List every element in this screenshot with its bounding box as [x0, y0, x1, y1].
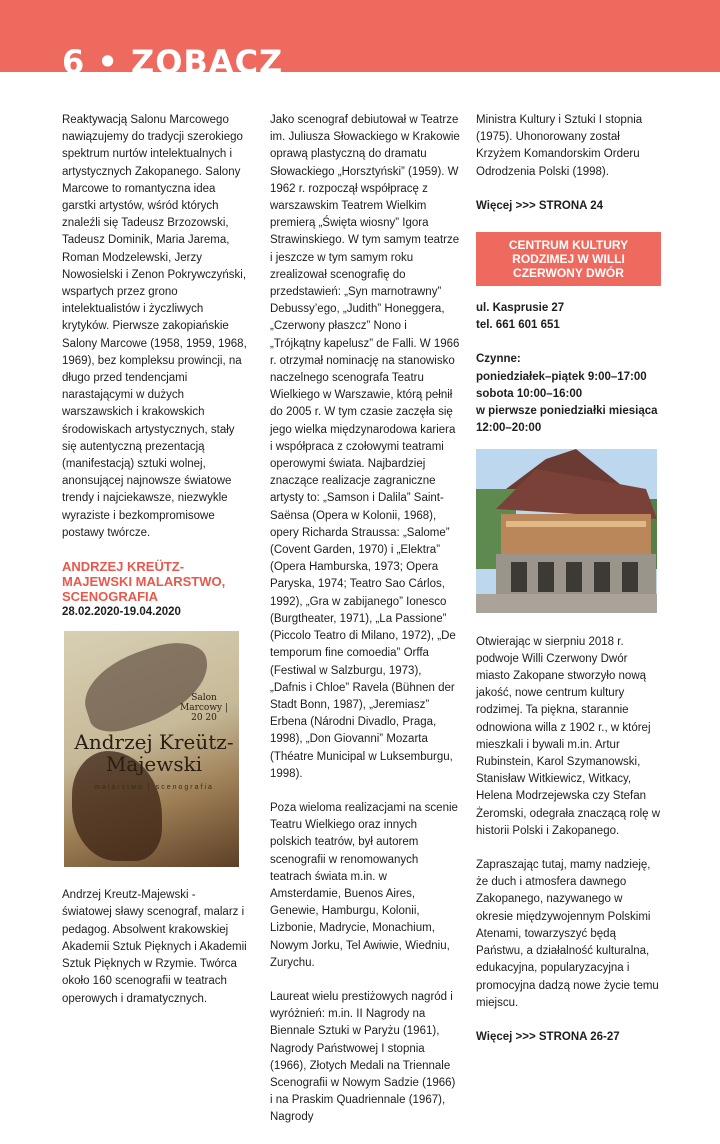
career-text: Jako scenograf debiutował w Teatrze im. Juliusza Słowackiego w Krakowie oprawą plastyczną do dramatu Słowackiego „Horsztyński” (1959). W 1962 r. rozpoczął współpracę z warszawskim Teatrem Wielkim premierą „Święta wiosny” Igora Strawinskiego. W tym samym teatrze i jeszcze w tym samym roku zrealizował scenografię do przedstawień: „Syn marnotrawny” Debussy’ego, „Judith” Honeggera, „Czerwony płaszcz” Nono i „Trójkątny kapelusz” de Falli. W 1966 r. otrzymał nominację na stanowisko naczelnego scenografa Teatru Wielkiego w Warszawie, którą pełnił do 2005 r. W tym czasie zaczęła się jego wielka międzynarodowa kariera i współpraca z czołowymi teatrami operowymi świata. Najbardziej znaczące realizacje zagraniczne artysty to: „Samson i Dalila” Saint-Saënsa (Opera w Kolonii, 1968), opery Richarda Straussa: „Salome” (Covent Garden, 1970) i „Elektra” (Opera Hamburska, 1973; Opera Paryska, 1974; Teatro Sao Cárlos, 1992), „Gra w zabijanego” Ionesco (Burgtheater, 1971), „La Passione” (Piccolo Teatro di Milano, 1972), „De temporum fine comoedia” Orffa (Festiwal w Salzburgu, 1973), „Dafnis i Chloe” Ravela (Bühnen der Stadt Bonn, 1987), „Jeremiasz” Erbena (Národni Divadlo, Praga, 1998), „Don Giovanni” Mozarta (Théatre Municipal w Luksemburgu, 1998). [270, 114, 460, 780]
venue-phone: tel. 661 601 651 [476, 319, 560, 332]
venue-address: ul. Kasprusie 27 [476, 302, 565, 315]
hours-weekdays: poniedziałek–piątek 9:00–17:00 [476, 370, 647, 383]
venue-contact [476, 300, 661, 334]
more-link-page-26-27[interactable]: Więcej >>> STRONA 26-27 [476, 1030, 620, 1043]
hours-first-mondays: w pierwsze poniedziałki miesiąca 12:00–20:00 [476, 405, 658, 435]
artist-bio-text: Andrzej Kreutz-Majewski - światowej sławy scenograf, malarz i pedagog. Absolwent krakowskiej Akademii Sztuk Pięknych i Akademii Sztuk Pięknych w Rzymie. Twórca około 160 scenografii w teatrach operowych i dramatycznych. [62, 889, 247, 1005]
column-left [62, 112, 247, 1025]
more-link-page-24[interactable]: Więcej >>> STRONA 24 [476, 199, 603, 212]
poster-subtitle: malarstwo | scenografia [94, 784, 214, 792]
opening-hours [476, 351, 661, 437]
hours-saturday: sobota 10:00–16:00 [476, 387, 583, 400]
hours-label: Czynne: [476, 353, 521, 366]
awards-text: Laureat wielu prestiżowych nagród i wyróżnień: m.in. II Nagrody na Biennale Sztuki w Paryżu (1961), Nagrody Państwowej I stopnia (1966), Złotych Medali na Triennale Scenografii w Nowym Sadzie (1966) i na Praskim Quadriennale (1967), Nagrody [270, 990, 456, 1124]
poster-salon-label: Salon Marcowy | 20 20 [179, 693, 229, 724]
venues-text: Poza wieloma realizacjami na scenie Teatru Wielkiego oraz innych polskich teatrów, był autorem scenografii w renomowanych teatrach świata m.in. w Amsterdamie, Buenos Aires, Genewie, Hamburgu, Kolonii, Lizbonie, Madrycie, Monachium, Nowym Jorku, Tel Awiwie, Wiedniu, Zurychu. [270, 801, 458, 969]
exhibition-dates: 28.02.2020-19.04.2020 [62, 606, 181, 619]
column-right [476, 112, 661, 1063]
poster-ink-shape [74, 633, 219, 740]
awards-continued-text: Ministra Kultury i Sztuki I stopnia (1975). Uhonorowany został Krzyżem Komandorskim Orderu Odrodzenia Polski (1998). [476, 114, 643, 178]
villa-photo [476, 449, 657, 613]
villa-invitation: Zapraszając tutaj, mamy nadzieję, że duch i atmosfera dawnego Zakopanego, nazywanego w okresie międzywojennym Polskimi Atenami, towarzyszyć będą Państwu, a działalność kulturalna, edukacyjna, popularyzacyjna i promocyjna dadzą nowe życie temu miejscu. [476, 859, 659, 1009]
villa-description: Otwierając w sierpniu 2018 r. podwoje Willi Czerwony Dwór miasto Zakopane stworzyło nową jakość, nowe centrum kultury rodzimej. Ta piękna, starannie odnowiona willa z 1902 r., w której mieszkali i bywali m.in. Artur Rubinstein, Karol Szymanowski, Stanisław Witkiewicz, Witkacy, Helena Modrzejewska czy Stefan Żeromski, odegrała znaczącą rolę w historii Polski i Zakopanego. [476, 635, 661, 837]
salon-intro-text: Reaktywacją Salonu Marcowego nawiązujemy do tradycji szerokiego spektrum nurtów intelektualnych i artystycznych Zakopanego. Salony Marcowe to romantyczna idea garstki artystów, wśród których znaleźli się Tadeusz Brzozowski, Tadeusz Dominik, Maria Jarema, Roman Modzelewski, Jerzy Nowosielski i Zenon Pokrywczyński, wspartych przez grono intelektualistów i życzliwych krytyków. Pierwsze zakopiańskie Salony Marcowe (1958, 1959, 1968, 1969), bez kompleksu prowincji, na długo przed tendencjami narastającymi w dużych warszawskich i krakowskich środowiskach artystycznych, stały się autentyczną prezentacją (manifestacją) sztuki wolnej, anonsującej najnowsze światowe trendy i najciekawsze, niezwykle wyraziste i bezkompromisowe postawy twórcze. [62, 114, 247, 539]
page-title: 6 • ZOBACZ [62, 43, 284, 81]
poster-artist-name: Andrzej Kreütz-Majewski [74, 730, 234, 777]
venue-title-box: CENTRUM KULTURY RODZIMEJ W WILLI CZERWONY DWÓR [476, 232, 661, 286]
column-middle [270, 112, 460, 1144]
exhibition-title: ANDRZEJ KREÜTZ-MAJEWSKI MALARSTWO, SCENOGRAFIA [62, 559, 226, 605]
exhibition-poster-image [64, 631, 239, 867]
